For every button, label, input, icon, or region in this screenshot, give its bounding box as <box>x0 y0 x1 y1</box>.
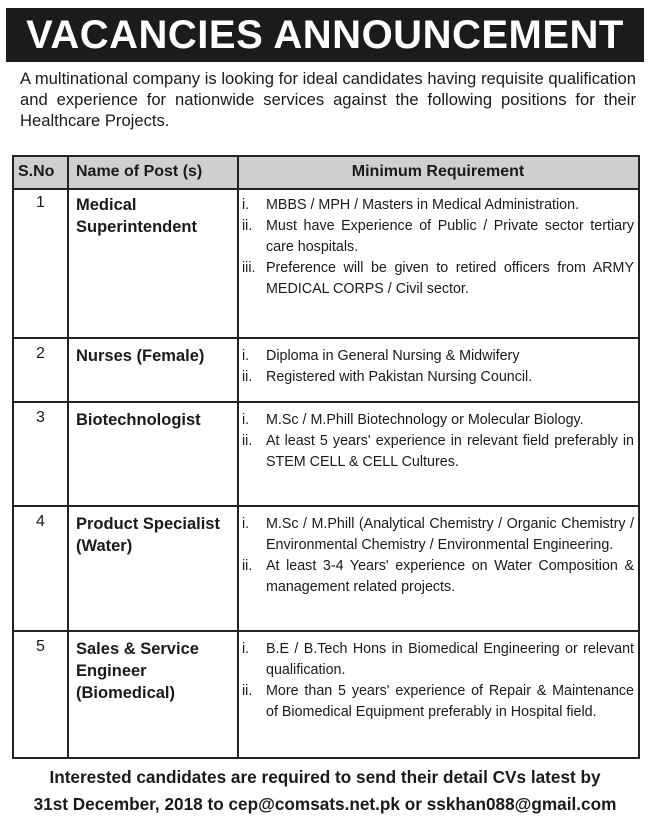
table-row <box>14 632 638 757</box>
requirement-text: Preference will be given to retired officers from ARMY MEDICAL CORPS / Civil sector. <box>266 260 634 297</box>
requirement-text: Must have Experience of Public / Private sector tertiary care hospitals. <box>266 218 634 255</box>
requirement-number: i. <box>242 516 250 532</box>
requirement-number: i. <box>242 641 250 657</box>
requirement-number: i. <box>242 412 250 428</box>
header-post: Name of Post (s) <box>76 163 203 180</box>
intro-paragraph: A multinational company is looking for ideal candidates having requisite qualification and experience for nationwide services against the following positions for their Healthcare Projects. <box>20 69 636 130</box>
requirement-number: ii. <box>242 683 253 699</box>
vacancies-table <box>12 155 640 759</box>
requirement-number: ii. <box>242 433 253 449</box>
requirement-number: ii. <box>242 218 253 234</box>
requirement-number: ii. <box>242 558 253 574</box>
requirement-item <box>242 367 634 388</box>
requirement-item <box>242 410 634 431</box>
requirement-item <box>242 556 634 598</box>
row-requirements <box>242 195 634 300</box>
requirement-text: B.E / B.Tech Hons in Biomedical Engineering or relevant qualification. <box>266 641 634 678</box>
row-post: Product Specialist (Water) <box>76 515 220 555</box>
row-post: Sales & Service Engineer (Biomedical) <box>76 640 199 702</box>
row-sno: 5 <box>36 638 45 655</box>
requirement-text: M.Sc / M.Phill Biotechnology or Molecular Biology. <box>266 412 584 428</box>
column-divider <box>237 157 239 757</box>
requirement-item <box>242 195 634 216</box>
row-requirements <box>242 514 634 598</box>
requirement-item <box>242 258 634 300</box>
footer-line: 31st December, 2018 to cep@comsats.net.pk or sskhan088@gmail.com <box>33 794 617 814</box>
row-post: Biotechnologist <box>76 411 201 429</box>
row-requirements <box>242 639 634 723</box>
page-title: VACANCIES ANNOUNCEMENT <box>6 8 644 62</box>
table-row <box>14 403 638 507</box>
table-row <box>14 339 638 403</box>
requirement-number: iii. <box>242 260 256 276</box>
row-requirements <box>242 346 634 388</box>
header-requirement: Minimum Requirement <box>351 163 525 180</box>
row-sno: 3 <box>36 409 45 426</box>
requirement-item <box>242 431 634 473</box>
requirement-text: Diploma in General Nursing & Midwifery <box>266 348 520 364</box>
requirement-number: i. <box>242 348 250 364</box>
row-sno: 4 <box>36 513 45 530</box>
table-row <box>14 507 638 632</box>
row-requirements <box>242 410 634 473</box>
row-post: Nurses (Female) <box>76 347 205 365</box>
requirement-item <box>242 514 634 556</box>
application-instructions <box>12 764 638 818</box>
requirement-item <box>242 216 634 258</box>
footer-line: Interested candidates are required to send their detail CVs latest by <box>49 767 601 787</box>
requirement-text: M.Sc / M.Phill (Analytical Chemistry / Organic Chemistry / Environmental Chemistry / Environmental Engineering. <box>266 516 634 553</box>
requirement-item <box>242 681 634 723</box>
requirement-text: More than 5 years' experience of Repair & Maintenance of Biomedical Equipment preferably in Hospital field. <box>266 683 634 720</box>
row-sno: 1 <box>36 194 45 211</box>
requirement-number: i. <box>242 197 250 213</box>
requirement-number: ii. <box>242 369 253 385</box>
header-sno: S.No <box>18 163 55 180</box>
row-sno: 2 <box>36 345 45 362</box>
requirement-text: At least 5 years' experience in relevant field preferably in STEM CELL & CELL Cultures. <box>266 433 634 470</box>
requirement-text: MBBS / MPH / Masters in Medical Administration. <box>266 197 580 213</box>
requirement-text: At least 3-4 Years' experience on Water Composition & management related projects. <box>266 558 634 595</box>
requirement-item <box>242 639 634 681</box>
table-row <box>14 188 638 339</box>
requirement-item <box>242 346 634 367</box>
column-divider <box>67 157 69 757</box>
requirement-text: Registered with Pakistan Nursing Council. <box>266 369 533 385</box>
table-header <box>14 157 638 190</box>
row-post: Medical Superintendent <box>76 196 198 236</box>
